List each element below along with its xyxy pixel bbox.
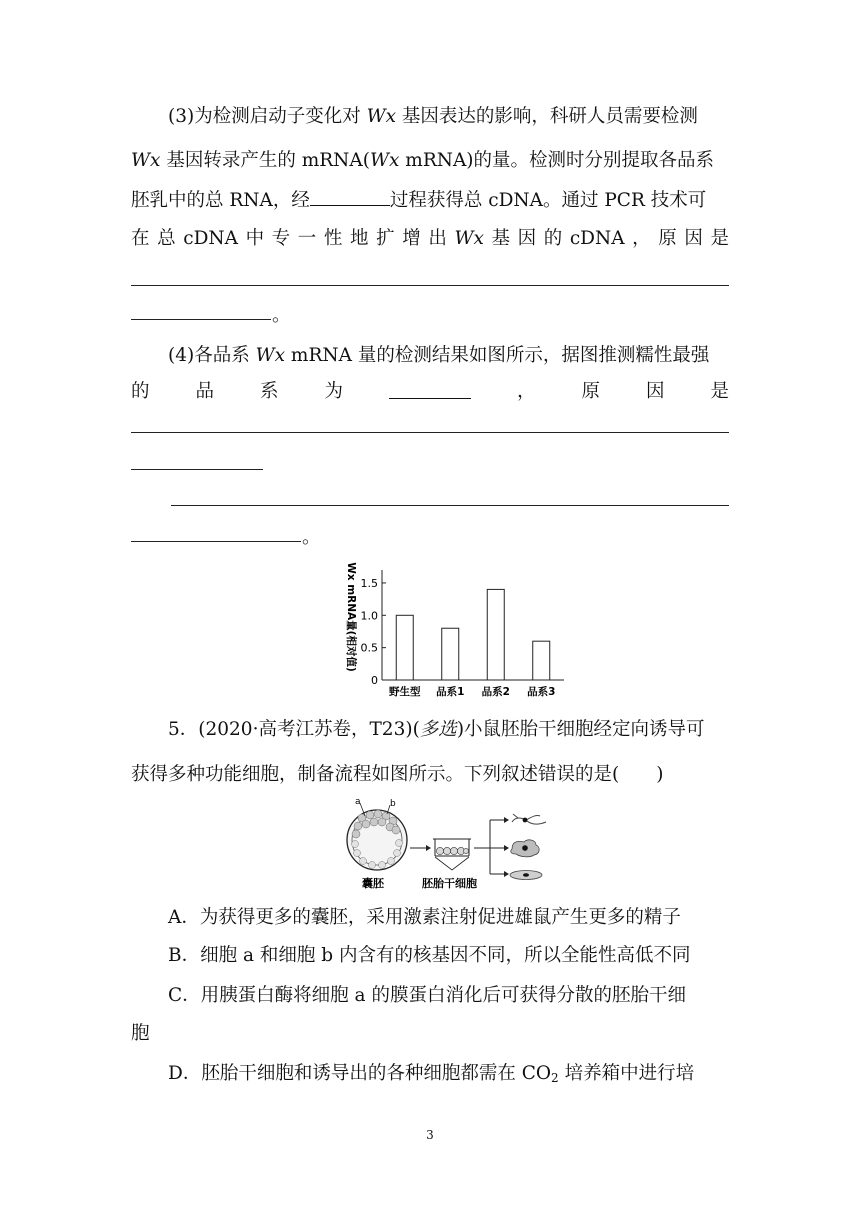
cell-culture-diagram [340, 796, 556, 890]
text: 5．(2020· [168, 719, 259, 740]
q3-line-1 [168, 105, 729, 129]
text: 培养箱中进行培 [558, 1063, 695, 1084]
text: ，T23)( [350, 719, 420, 740]
culture-dish-figure [433, 839, 471, 870]
bar [442, 628, 459, 680]
x-tick-label: 品系3 [527, 686, 556, 698]
arrowheads-icon [504, 817, 509, 877]
word: 中 [245, 228, 265, 249]
q3-line-2 [131, 149, 729, 173]
option-b[interactable]: B．细胞 a 和细胞 b 内含有的核基因不同，所以全能性高低不同 [168, 945, 691, 966]
answer-line[interactable] [131, 541, 301, 542]
y-tick-label: 0 [371, 674, 378, 687]
y-tick-label: 0.5 [360, 641, 378, 655]
blood-cell-icon [511, 840, 539, 857]
muscle-cell-icon [510, 871, 542, 880]
x-tick-label: 野生型 [389, 686, 421, 698]
word: ， [632, 228, 651, 249]
answer-blank[interactable] [389, 380, 471, 399]
word: 系 [260, 381, 279, 402]
label-a: a [355, 797, 361, 807]
end-mark: 。 [272, 305, 291, 326]
end-mark: 。 [302, 527, 321, 548]
answer-line[interactable] [131, 432, 729, 433]
word: 出 [428, 228, 447, 249]
word: Wx [454, 228, 484, 249]
word: 一 [297, 228, 317, 249]
word: 专 [271, 228, 291, 249]
word: 基 [491, 228, 510, 249]
word: 为 [324, 381, 344, 402]
q4-line-2 [131, 380, 729, 404]
y-tick-label: 1.0 [360, 609, 378, 623]
option-c-continued: 胞 [131, 1023, 150, 1044]
gene-name: Wx [255, 345, 286, 366]
bar [487, 589, 504, 680]
word: 原 [658, 228, 677, 249]
answer-line[interactable] [131, 319, 271, 320]
q3-line-3 [131, 187, 729, 213]
answer-blank[interactable] [310, 187, 390, 206]
answer-line[interactable] [131, 469, 263, 470]
word: 性 [323, 228, 343, 249]
q5-line-2: 获得多种功能细胞，制备流程如图所示。下列叙述错误的是( ) [131, 764, 664, 785]
word: ， [516, 381, 536, 402]
option-d[interactable] [168, 1062, 729, 1090]
word: 的 [131, 381, 150, 402]
page-number: 3 [426, 1128, 434, 1142]
y-axis-label: Wx mRNA量(相对值) [345, 562, 357, 672]
y-tick-label: 1.5 [360, 576, 378, 590]
text: D．胚胎干细胞和诱导出的各种细胞都需在 CO [168, 1063, 552, 1084]
text: )小鼠胚胎干细胞经定向诱导可 [456, 719, 705, 740]
word: 原 [581, 381, 600, 402]
arrow-icon [410, 845, 431, 851]
word: 品 [195, 381, 215, 402]
word: 扩 [376, 228, 395, 249]
label-b: b [390, 799, 396, 809]
word: cDNA [569, 228, 625, 249]
source-label: 高考江苏卷 [258, 719, 351, 740]
word: 是 [710, 381, 729, 402]
caption-stem-cells: 胚胎干细胞 [422, 877, 477, 890]
text: (4)各品系 [168, 345, 256, 366]
q4-line-1 [168, 344, 729, 368]
word: 在 [131, 228, 150, 249]
word: 因 [517, 228, 537, 249]
x-tick-label: 品系2 [481, 686, 510, 698]
subscript: 2 [551, 1071, 559, 1085]
bar [533, 641, 550, 680]
blastocyst-figure [347, 803, 407, 870]
text: 过程获得总 cDNA。通过 PCR 技术可 [389, 190, 707, 211]
word: 总 [157, 228, 176, 249]
option-a[interactable]: A．为获得更多的囊胚，采用激素注射促进雄鼠产生更多的精子 [168, 907, 681, 928]
word: 是 [710, 228, 729, 249]
gene-name: Wx [131, 150, 161, 171]
word: 因 [645, 381, 665, 402]
answer-line[interactable] [171, 505, 729, 506]
bar [396, 615, 413, 680]
text: 胚乳中的总 RNA，经 [131, 190, 310, 211]
neuron-cell-icon [512, 814, 546, 824]
gene-name: Wx [366, 106, 397, 127]
x-tick-label: 品系1 [436, 686, 465, 698]
word: cDNA [183, 228, 238, 249]
option-c[interactable]: C．用胰蛋白酶将细胞 a 的膜蛋白消化后可获得分散的胚胎干细 [168, 985, 686, 1006]
word: 因 [684, 228, 703, 249]
multi-select-tag: 多选 [419, 719, 457, 740]
gene-name: Wx [369, 150, 400, 171]
text: 基因转录产生的 mRNA( [160, 150, 370, 171]
q3-line-4 [131, 227, 729, 251]
word: 地 [350, 228, 369, 249]
text: (3)为检测启动子变化对 [168, 106, 367, 127]
word: 的 [543, 228, 563, 249]
text: mRNA 量的检测结果如图所示，据图推测糯性最强 [285, 345, 710, 366]
answer-line[interactable] [131, 285, 729, 286]
caption-blastocyst: 囊胚 [362, 877, 384, 890]
wx-mrna-bar-chart [336, 556, 568, 702]
text: mRNA)的量。检测时分别提取各品系 [399, 150, 715, 171]
branch-arrows-icon [474, 820, 504, 874]
text: 基因表达的影响，科研人员需要检测 [396, 106, 698, 127]
word: 增 [402, 228, 421, 249]
q5-line-1 [168, 718, 729, 742]
